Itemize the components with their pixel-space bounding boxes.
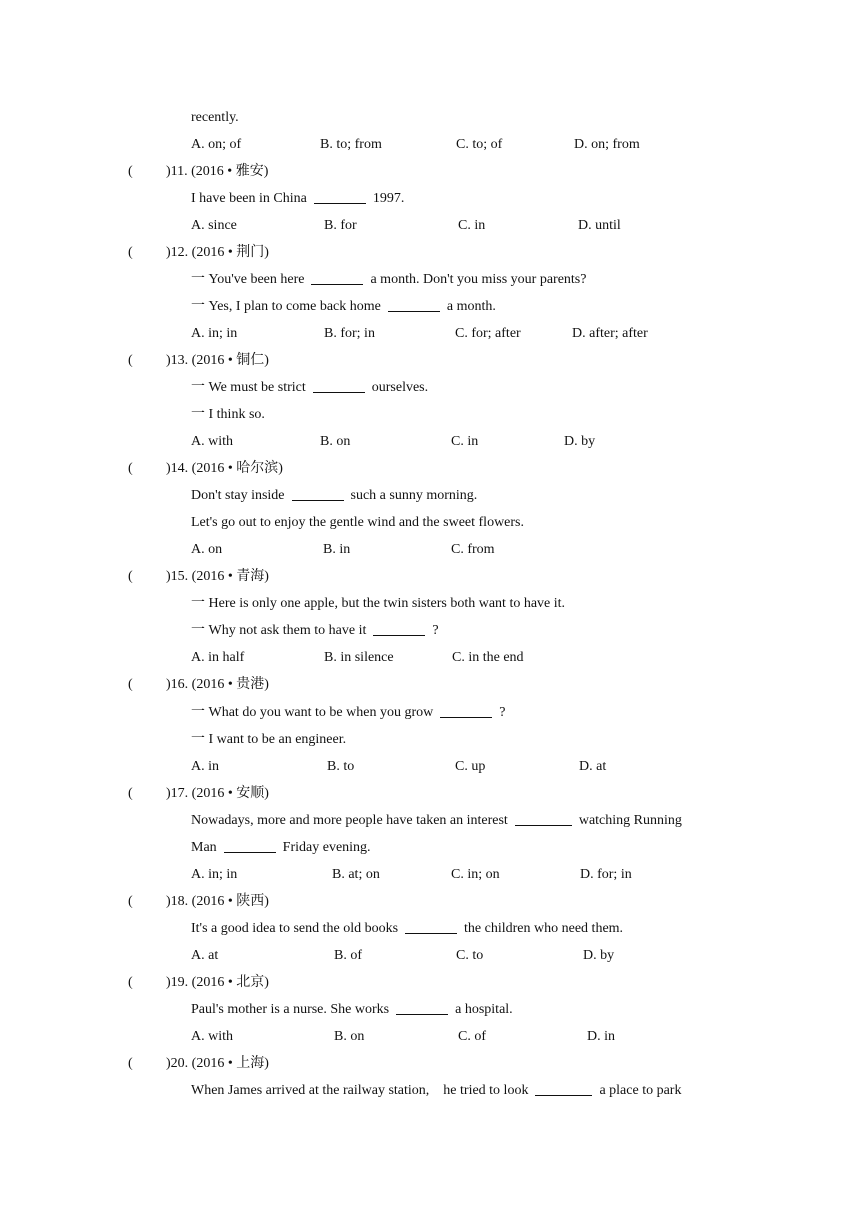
q19-option-b: B. on <box>334 1029 365 1044</box>
q16-option-b: B. to <box>327 759 355 774</box>
q20-text-before: When James arrived at the railway station, he tried to look <box>191 1083 529 1098</box>
q12-option-a: A. in; in <box>191 326 238 341</box>
q13-option-c: C. in <box>451 434 479 449</box>
q18-text-after: the children who need them. <box>464 921 624 936</box>
q19-text-before: Paul's mother is a nurse. She works <box>191 1002 390 1017</box>
q19-option-a: A. with <box>191 1029 233 1044</box>
q14-number-source: )14. (2016 • 哈尔滨) <box>166 461 283 476</box>
q20-blank <box>535 1081 592 1096</box>
q12-reply-after: a month. <box>446 299 496 314</box>
q10-option-d: D. on; from <box>574 137 640 152</box>
q15-header <box>128 567 269 587</box>
q15-options <box>191 648 751 668</box>
q11-sentence <box>191 189 404 209</box>
q12-sentence-2 <box>191 297 496 317</box>
q14-option-b: B. in <box>323 542 351 557</box>
q14-sentence-1 <box>191 486 477 506</box>
q13-answer-paren: ( <box>128 353 133 368</box>
q13-text-before: 一 We must be strict <box>191 380 306 395</box>
q16-option-d: D. at <box>579 759 607 774</box>
q16-sentence-2 <box>191 730 346 750</box>
q13-option-b: B. on <box>320 434 351 449</box>
q15-option-b: B. in silence <box>324 650 394 665</box>
q18-text-before: It's a good idea to send the old books <box>191 921 399 936</box>
q14-option-a: A. on <box>191 542 223 557</box>
q10-options <box>191 135 751 155</box>
q17-text-2-before: Man <box>191 840 217 855</box>
q12-option-c: C. for; after <box>455 326 521 341</box>
q13-number-source: )13. (2016 • 铜仁) <box>166 353 269 368</box>
q11-number-source: )11. (2016 • 雅安) <box>166 164 269 179</box>
q11-options <box>191 216 751 236</box>
q19-text-after: a hospital. <box>455 1002 513 1017</box>
q15-answer-paren: ( <box>128 569 133 584</box>
q12-option-d: D. after; after <box>572 326 648 341</box>
q20-number-source: )20. (2016 • 上海) <box>166 1056 269 1071</box>
q11-text-after: 1997. <box>372 191 405 206</box>
q19-blank <box>396 1000 448 1015</box>
q18-options <box>191 946 751 966</box>
q20-sentence <box>191 1081 681 1101</box>
q15-option-c: C. in the end <box>452 650 524 665</box>
q13-option-d: D. by <box>564 434 596 449</box>
q17-option-d: D. for; in <box>580 867 632 882</box>
q15-blank <box>373 621 425 636</box>
q16-number-source: )16. (2016 • 贵港) <box>166 677 269 692</box>
q16-header <box>128 675 269 695</box>
q13-options <box>191 432 751 452</box>
q16-answer-paren: ( <box>128 677 133 692</box>
q12-options <box>191 324 751 344</box>
q17-blank-2 <box>224 838 276 853</box>
q15-reply-before: 一 Why not ask them to have it <box>191 623 367 638</box>
q14-answer-paren: ( <box>128 461 133 476</box>
q18-header <box>128 892 269 912</box>
q20-text-after: a place to park <box>599 1083 682 1098</box>
q12-number-source: )12. (2016 • 荆门) <box>166 245 269 260</box>
q16-option-c: C. up <box>455 759 486 774</box>
q11-option-d: D. until <box>578 218 621 233</box>
q17-options <box>191 865 751 885</box>
q13-header <box>128 351 269 371</box>
q20-header <box>128 1054 269 1074</box>
q14-sentence-2 <box>191 513 524 533</box>
q13-sentence-2 <box>191 405 265 425</box>
q17-number-source: )17. (2016 • 安顺) <box>166 786 269 801</box>
q11-blank <box>314 189 366 204</box>
q19-sentence <box>191 1000 513 1020</box>
q14-option-c: C. from <box>451 542 495 557</box>
q20-answer-paren: ( <box>128 1056 133 1071</box>
q17-answer-paren: ( <box>128 786 133 801</box>
q11-answer-paren: ( <box>128 164 133 179</box>
q16-text-after: ? <box>499 705 506 720</box>
q10-option-c: C. to; of <box>456 137 503 152</box>
q12-text-after: a month. Don't you miss your parents? <box>370 272 587 287</box>
q16-text-before: 一 What do you want to be when you grow <box>191 705 434 720</box>
q18-sentence <box>191 919 623 939</box>
q17-header <box>128 784 269 804</box>
q19-option-c: C. of <box>458 1029 486 1044</box>
q17-blank-1 <box>515 811 572 826</box>
q18-answer-paren: ( <box>128 894 133 909</box>
q19-option-d: D. in <box>587 1029 615 1044</box>
q10-text: recently. <box>191 110 239 125</box>
q17-option-a: A. in; in <box>191 867 238 882</box>
q15-sentence-2 <box>191 621 439 641</box>
q13-reply: 一 I think so. <box>191 407 265 422</box>
q18-number-source: )18. (2016 • 陕西) <box>166 894 269 909</box>
q11-header <box>128 162 268 182</box>
q11-option-c: C. in <box>458 218 486 233</box>
q19-options <box>191 1027 751 1047</box>
q11-text-before: I have been in China <box>191 191 307 206</box>
q11-option-b: B. for <box>324 218 357 233</box>
q17-option-c: C. in; on <box>451 867 500 882</box>
q17-text-after: watching Running <box>578 813 682 828</box>
q17-text-2-after: Friday evening. <box>282 840 371 855</box>
q16-option-a: A. in <box>191 759 219 774</box>
q15-option-a: A. in half <box>191 650 245 665</box>
q12-blank-1 <box>311 270 363 285</box>
q14-blank <box>292 486 344 501</box>
q18-blank <box>405 919 457 934</box>
q14-options <box>191 540 751 560</box>
q16-blank <box>440 703 492 718</box>
q13-option-a: A. with <box>191 434 233 449</box>
q12-blank-2 <box>388 297 440 312</box>
q12-header <box>128 243 269 263</box>
q17-option-b: B. at; on <box>332 867 380 882</box>
q13-text-after: ourselves. <box>371 380 429 395</box>
q16-options <box>191 757 751 777</box>
q10-option-a: A. on; of <box>191 137 242 152</box>
q17-text-before: Nowadays, more and more people have taken an interest <box>191 813 508 828</box>
q13-blank <box>313 378 365 393</box>
q15-reply-after: ? <box>432 623 439 638</box>
q12-text-before: 一 You've been here <box>191 272 305 287</box>
q10-option-b: B. to; from <box>320 137 382 152</box>
q15-text-1: 一 Here is only one apple, but the twin sisters both want to have it. <box>191 596 566 611</box>
q13-sentence-1 <box>191 378 428 398</box>
q15-sentence-1 <box>191 594 565 614</box>
q19-answer-paren: ( <box>128 975 133 990</box>
q12-reply-before: 一 Yes, I plan to come back home <box>191 299 381 314</box>
q18-option-b: B. of <box>334 948 362 963</box>
q14-text-2: Let's go out to enjoy the gentle wind and the sweet flowers. <box>191 515 524 530</box>
q16-reply: 一 I want to be an engineer. <box>191 732 347 747</box>
q12-option-b: B. for; in <box>324 326 375 341</box>
q14-text-after: such a sunny morning. <box>350 488 478 503</box>
q14-text-before: Don't stay inside <box>191 488 285 503</box>
q14-header <box>128 459 283 479</box>
q16-sentence-1 <box>191 703 505 723</box>
q15-number-source: )15. (2016 • 青海) <box>166 569 269 584</box>
q12-answer-paren: ( <box>128 245 133 260</box>
q18-option-a: A. at <box>191 948 219 963</box>
q10-continuation <box>191 108 239 128</box>
q17-sentence-2 <box>191 838 371 858</box>
q19-number-source: )19. (2016 • 北京) <box>166 975 269 990</box>
q18-option-c: C. to <box>456 948 484 963</box>
q19-header <box>128 973 269 993</box>
q17-sentence-1 <box>191 811 682 831</box>
q11-option-a: A. since <box>191 218 237 233</box>
q18-option-d: D. by <box>583 948 615 963</box>
q12-sentence-1 <box>191 270 586 290</box>
